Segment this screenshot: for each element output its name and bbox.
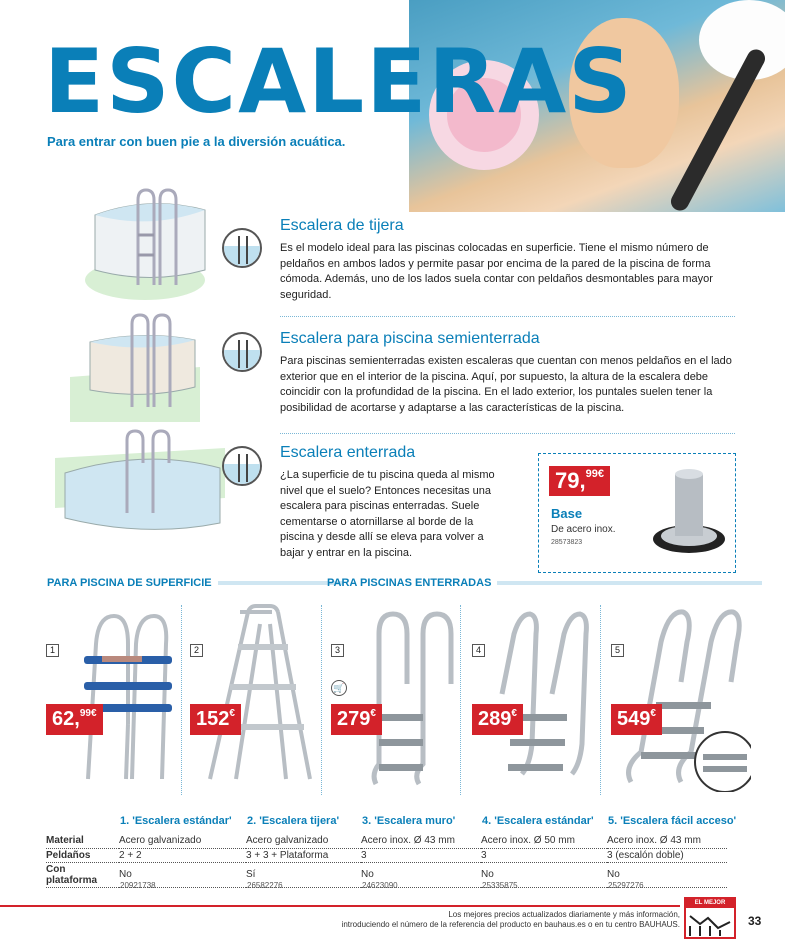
table-cell: Acero inox. Ø 43 mm xyxy=(361,834,481,848)
row-label: Peldaños xyxy=(46,848,119,862)
section-title: Escalera para piscina semienterrada xyxy=(280,330,540,347)
table-cell: Acero galvanizado xyxy=(246,834,361,848)
price-trend-icon xyxy=(686,908,734,936)
product-card-3[interactable] xyxy=(331,602,471,802)
table-cell: 3 xyxy=(361,848,481,862)
section-title: Escalera de tijera xyxy=(280,217,404,234)
category-surface xyxy=(47,577,343,589)
category-inground xyxy=(327,577,762,589)
product-price xyxy=(331,704,382,735)
price-integer: 279 xyxy=(337,708,371,730)
ladder-image xyxy=(66,604,186,784)
product-code-2: 26582276 xyxy=(247,881,283,890)
divider xyxy=(280,316,735,317)
page-subtitle: Para entrar con buen pie a la diversión acuática. xyxy=(47,134,346,149)
table-cell: 3 xyxy=(481,848,607,862)
inground-pool-illustration xyxy=(55,428,225,538)
footer-line-2: introduciendo el número de la referencia del producto en bauhaus.es o en tu centro BAUHAUS. xyxy=(341,920,680,929)
price-currency: € xyxy=(370,708,376,719)
table-cell: Acero inox. Ø 43 mm xyxy=(607,834,727,848)
price-integer: 289 xyxy=(478,708,512,730)
category-rule xyxy=(497,581,762,585)
shopping-cart-icon: 🛒 xyxy=(331,680,347,696)
category-label: PARA PISCINAS ENTERRADAS xyxy=(327,577,492,589)
table-cell: No xyxy=(361,862,481,887)
semi-inground-pool-icon xyxy=(222,332,262,372)
price-integer: 62, xyxy=(52,708,80,730)
table-cell: No xyxy=(119,862,246,887)
product-code-1: 20921738 xyxy=(120,881,156,890)
price-currency: € xyxy=(90,708,97,719)
product-number: 1 xyxy=(46,644,59,657)
product-number: 3 xyxy=(331,644,344,657)
section-text: ¿La superficie de tu piscina queda al mismo nivel que el suelo? Entonces necesitas una escalera para piscinas enterradas. Suele cementarse o atornillarse al borde de la piscina y desde allí se eleva para volver a bajar y entrar en la piscina. xyxy=(280,469,495,559)
table-cell: 3 (escalón doble) xyxy=(607,848,727,862)
product-name-4: 4. 'Escalera estándar' xyxy=(482,815,594,827)
product-code-5: 25297276 xyxy=(608,881,644,890)
product-card-1[interactable] xyxy=(46,602,186,802)
base-code: 28573823 xyxy=(551,539,583,546)
spec-table xyxy=(46,834,727,888)
price-decimals: 99 xyxy=(585,468,598,480)
price-decimals: 99 xyxy=(79,708,91,719)
divider xyxy=(280,433,735,434)
product-card-2[interactable] xyxy=(190,602,330,802)
category-label: PARA PISCINA DE SUPERFICIE xyxy=(47,577,212,589)
section-title: Escalera enterrada xyxy=(280,444,416,461)
price-currency: € xyxy=(597,468,604,480)
section-enterrada xyxy=(280,444,505,561)
section-tijera xyxy=(280,217,735,303)
price-currency: € xyxy=(229,708,235,719)
page-title: ESCALERAS xyxy=(44,30,634,133)
table-cell: No xyxy=(607,862,727,887)
row-label: Material xyxy=(46,834,119,848)
above-ground-pool-icon xyxy=(222,228,262,268)
badge-label: EL MEJOR PRECIO xyxy=(686,899,734,908)
price-currency: € xyxy=(511,708,517,719)
table-cell: Acero inox. Ø 50 mm xyxy=(481,834,607,848)
ladder-image xyxy=(200,604,330,784)
product-price xyxy=(190,704,241,735)
table-cell: Sí xyxy=(246,862,361,887)
row-label: Con plataforma xyxy=(46,862,119,887)
price-integer: 152 xyxy=(196,708,230,730)
category-rule xyxy=(218,581,343,585)
section-text: Es el modelo ideal para las piscinas colocadas en superficie. Tiene el mismo número de peldaños en ambos lados y permite pasar por encima de la pared de la piscina de forma cómoda. Además, uno de los lados suela contar con peldaños desmontables para mayor seguridad. xyxy=(280,242,713,301)
table-cell: Acero galvanizado xyxy=(119,834,246,848)
price-integer: 79, xyxy=(555,468,586,493)
base-product-box xyxy=(538,453,736,573)
price-currency: € xyxy=(650,708,656,719)
best-price-badge xyxy=(684,897,736,939)
footer-rule xyxy=(0,905,680,907)
page-number: 33 xyxy=(748,914,762,928)
table-cell: 2 + 2 xyxy=(119,848,246,862)
base-desc: De acero inox. xyxy=(551,524,616,535)
product-price xyxy=(472,704,523,735)
product-number: 5 xyxy=(611,644,624,657)
product-price xyxy=(611,704,662,735)
ladder-image xyxy=(621,602,751,792)
table-row xyxy=(46,848,727,862)
table-cell: 3 + 3 + Plataforma xyxy=(246,848,361,862)
product-name-2: 2. 'Escalera tijera' xyxy=(247,815,340,827)
base-product-image xyxy=(647,464,727,559)
product-card-5[interactable] xyxy=(611,602,751,802)
product-price xyxy=(46,704,103,735)
product-code-4: 25335875 xyxy=(482,881,518,890)
product-code-3: 24623090 xyxy=(362,881,398,890)
ladder-image xyxy=(492,604,602,789)
above-ground-pool-illustration xyxy=(80,185,210,305)
product-name-3: 3. 'Escalera muro' xyxy=(362,815,456,827)
ladder-image xyxy=(361,604,461,789)
footer-line-1: Los mejores precios actualizados diariamente y más información, xyxy=(448,910,680,919)
price-integer: 549 xyxy=(617,708,651,730)
product-name-1: 1. 'Escalera estándar' xyxy=(120,815,232,827)
table-cell: No xyxy=(481,862,607,887)
inground-pool-icon xyxy=(222,446,262,486)
base-price-tag xyxy=(549,466,610,496)
product-card-4[interactable] xyxy=(472,602,612,802)
product-number: 4 xyxy=(472,644,485,657)
section-semienterrada xyxy=(280,330,735,416)
section-text: Para piscinas semienterradas existen escaleras que cuentan con menos peldaños en el lado exterior que en el interior de la piscina. Aquí, por supuesto, la altura de la escalera debe coincidir con la profundidad de la piscina. En el lado exterior, los puntales suelen tener la posibilidad de acortarse y adaptarse a las características de la piscina. xyxy=(280,355,732,414)
product-name-5: 5. 'Escalera fácil acceso' xyxy=(608,815,737,827)
footer-text xyxy=(342,910,680,930)
base-name: Base xyxy=(551,506,583,521)
table-row xyxy=(46,834,727,848)
semi-inground-pool-illustration xyxy=(70,312,200,422)
product-number: 2 xyxy=(190,644,203,657)
